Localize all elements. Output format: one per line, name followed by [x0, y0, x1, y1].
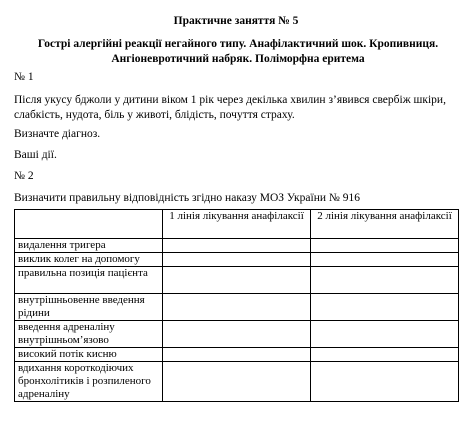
- second-line-cell[interactable]: [311, 348, 459, 362]
- table-header-cell: 1 лінія лікування анафілаксії: [163, 210, 311, 239]
- page-title: Практичне заняття № 5: [173, 15, 299, 27]
- table-row: [15, 253, 459, 267]
- table-row: [15, 321, 459, 348]
- first-line-cell[interactable]: [163, 253, 311, 267]
- row-label: введення адреналіну внутрішньом’язово: [15, 321, 163, 348]
- task2-text: Визначити правильну відповідність згідно наказу МОЗ України № 916: [14, 192, 360, 204]
- table-header-cell: [15, 210, 163, 239]
- treatment-table: [14, 209, 459, 402]
- second-line-cell[interactable]: [311, 267, 459, 294]
- second-line-cell[interactable]: [311, 362, 459, 402]
- task1-number: № 1: [14, 71, 34, 83]
- task2-number: № 2: [14, 170, 34, 182]
- table-header-row: [15, 210, 459, 239]
- table-row: [15, 362, 459, 402]
- second-line-cell[interactable]: [311, 294, 459, 321]
- diagnosis-prompt: Визначте діагноз.: [14, 128, 101, 140]
- row-label: видалення тригера: [15, 239, 163, 253]
- table-row: [15, 348, 459, 362]
- second-line-cell[interactable]: [311, 239, 459, 253]
- second-line-cell[interactable]: [311, 253, 459, 267]
- task1-text: Після укусу бджоли у дитини віком 1 рік через декілька хвилин з’явився свербіж шкіри, слабкість, нудота, біль у животі, блідість, почуття страху.: [14, 94, 446, 121]
- table-row: [15, 239, 459, 253]
- table-row: [15, 294, 459, 321]
- page-subtitle: Гострі алергійні реакції негайного типу. Анафілактичний шок. Кропивниця. Ангіоневротичний набряк. Поліморфна еритема: [37, 38, 439, 65]
- table-row: [15, 267, 459, 294]
- first-line-cell[interactable]: [163, 294, 311, 321]
- row-label: виклик колег на допомогу: [15, 253, 163, 267]
- row-label: внутрішньовенне введення рідини: [15, 294, 163, 321]
- second-line-cell[interactable]: [311, 321, 459, 348]
- first-line-cell[interactable]: [163, 348, 311, 362]
- first-line-cell[interactable]: [163, 239, 311, 253]
- actions-prompt: Ваші дії.: [14, 149, 57, 161]
- row-label: вдихання короткодіючих бронхолітиків і розпиленого адреналіну: [15, 362, 163, 402]
- row-label: правильна позиція пацієнта: [15, 267, 163, 294]
- row-label: високий потік кисню: [15, 348, 163, 362]
- first-line-cell[interactable]: [163, 267, 311, 294]
- first-line-cell[interactable]: [163, 321, 311, 348]
- first-line-cell[interactable]: [163, 362, 311, 402]
- table-header-cell: 2 лінія лікування анафілаксії: [311, 210, 459, 239]
